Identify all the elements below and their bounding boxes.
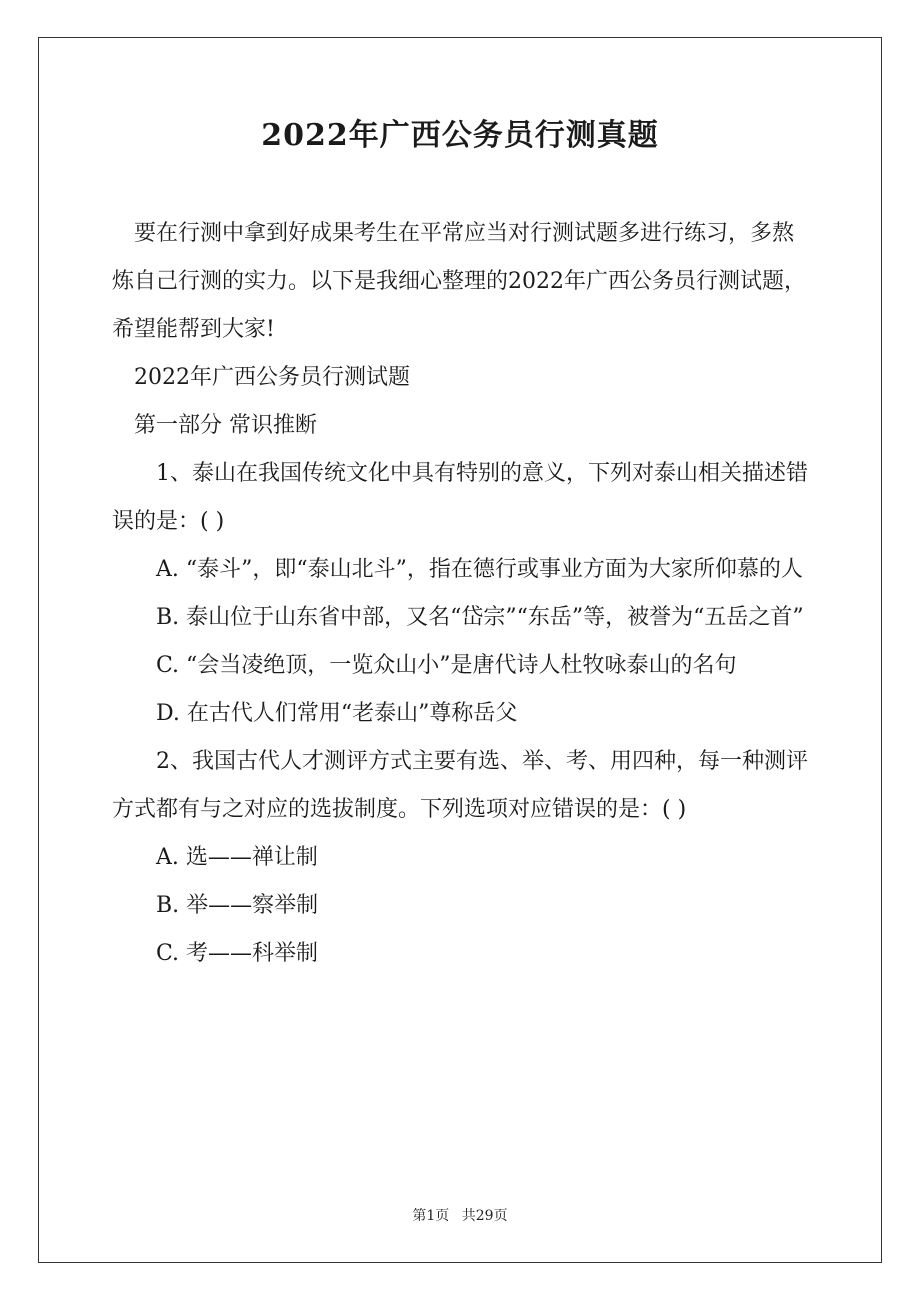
page-total: 共29页 [461,1208,508,1224]
subtitle: 2022年广西公务员行测试题 [134,365,410,390]
question-2-option-b: B. 举——察举制 [156,893,319,918]
question-1-option-b: B. 泰山位于山东省中部，又名“岱宗”“东岳”等，被誉为“五岳之首” [156,605,804,630]
page-footer [0,1206,920,1226]
question-1-stem: 1、泰山在我国传统文化中具有特别的意义，下列对泰山相关描述错误的是：( ) [112,461,808,534]
question-1-option-d: D. 在古代人们常用“老泰山”尊称岳父 [156,701,518,726]
question-1-option-a: A. “泰斗”，即“泰山北斗”，指在德行或事业方面为大家所仰慕的人 [156,557,803,582]
question-2-stem: 2、我国古代人才测评方式主要有选、举、考、用四种，每一种测评方式都有与之对应的选拔制度。下列选项对应错误的是：( ) [112,749,808,822]
page-number: 第1页 [412,1208,450,1224]
document-body [112,210,812,978]
intro-paragraph: 要在行测中拿到好成果考生在平常应当对行测试题多进行练习，多熬炼自己行测的实力。以下是我细心整理的2022年广西公务员行测试题，希望能帮到大家! [112,221,806,342]
question-2-option-c: C. 考——科举制 [156,941,319,966]
section-heading: 第一部分 常识推断 [134,413,317,438]
question-2-option-a: A. 选——禅让制 [156,845,318,870]
document-title: 2022年广西公务员行测真题 [261,118,659,153]
question-1-option-c: C. “会当凌绝顶，一览众山小”是唐代诗人杜牧咏泰山的名句 [156,653,737,678]
